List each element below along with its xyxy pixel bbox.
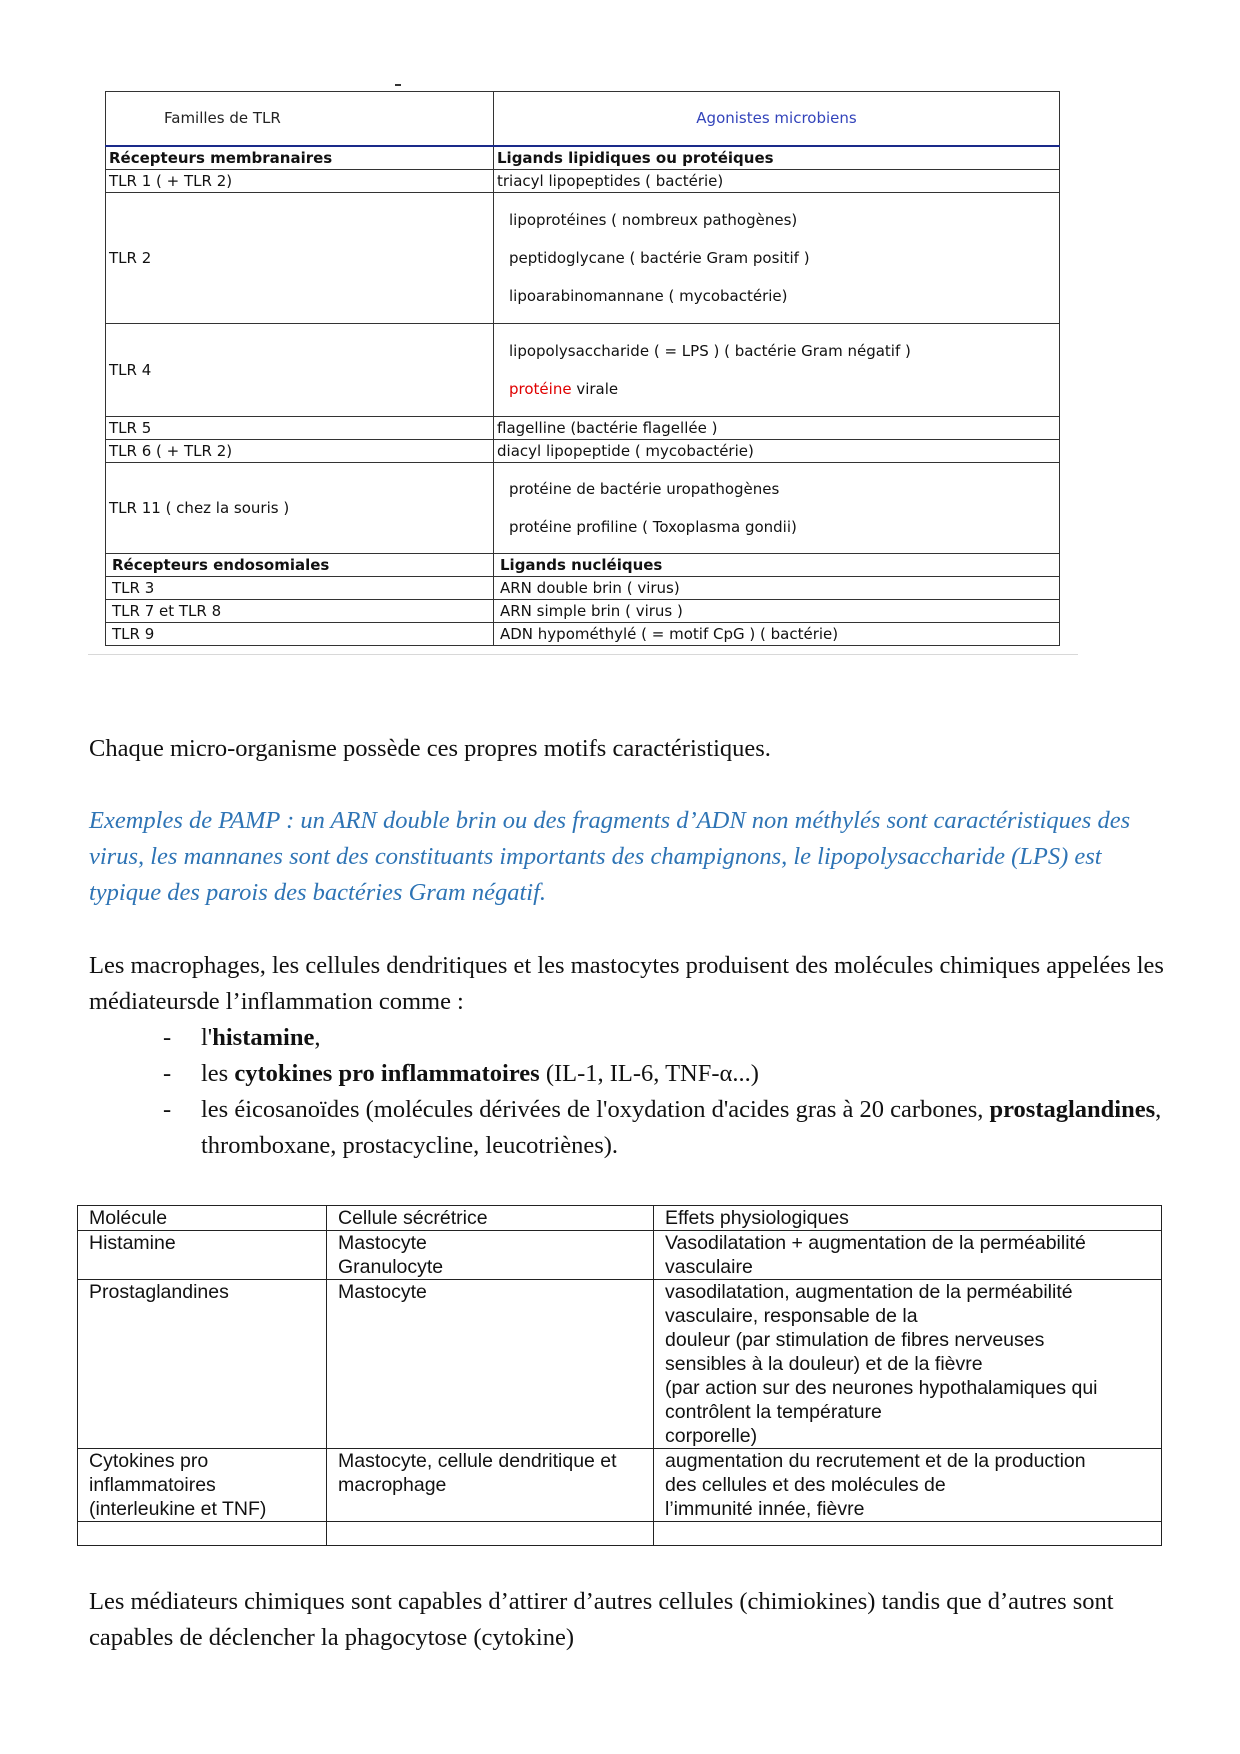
table-row: [78, 1449, 1162, 1522]
tlr-ligand: lipoarabinomannane ( mycobactérie): [509, 287, 788, 305]
tlr-ligand: protéine de bactérie uropathogènes: [509, 480, 780, 498]
item-text: l': [201, 1024, 213, 1051]
effect-line: augmentation du recrutement et de la production: [665, 1450, 1086, 1472]
effect-line: des cellules et des molécules de: [665, 1474, 946, 1496]
table-row-empty: [78, 1522, 1162, 1546]
list-item: [89, 1020, 1169, 1056]
list-item: [89, 1056, 1169, 1092]
mediator-list: [89, 1020, 1169, 1164]
list-item: [89, 1092, 1169, 1164]
tlr-name: TLR 6 ( + TLR 2): [106, 440, 494, 463]
effect-line: douleur (par stimulation de fibres nerveuses: [665, 1329, 1045, 1351]
tlr-name: TLR 2: [106, 193, 494, 324]
image-bottom-edge: [88, 654, 1078, 655]
empty-cell: [327, 1522, 654, 1546]
header-cell: Cellule sécrétrice: [327, 1206, 654, 1231]
tlr-table: [105, 91, 1060, 646]
molecule-line: (interleukine et TNF): [89, 1498, 267, 1520]
molecule-name: Prostaglandines: [78, 1280, 327, 1449]
table-row: [106, 193, 1060, 324]
list-dash: -: [163, 1060, 172, 1087]
tlr-ligand: lipoprotéines ( nombreux pathogènes): [509, 211, 798, 229]
tlr-ligand: peptidoglycane ( bactérie Gram positif ): [509, 249, 810, 267]
endosome-section-row: [106, 554, 1060, 577]
paragraph-chemical-mediators: Les médiateurs chimiques sont capables d’attirer d’autres cellules (chimiokines) tandis que d’autres sont capables de déclencher la phagocytose (cytokine): [89, 1588, 1114, 1651]
empty-cell: [78, 1522, 327, 1546]
cell-line: macrophage: [338, 1474, 447, 1496]
list-dash: -: [163, 1096, 172, 1123]
molecule-name: [78, 1449, 327, 1522]
molecule-line: Cytokines pro: [89, 1450, 209, 1472]
table-row: [78, 1231, 1162, 1280]
header-families: Familles de TLR: [106, 92, 494, 147]
effect-line: vasculaire, responsable de la: [665, 1305, 918, 1327]
tlr-name: TLR 1 ( + TLR 2): [106, 170, 494, 193]
effect-line: corporelle): [665, 1425, 758, 1447]
empty-cell: [654, 1522, 1162, 1546]
tlr-ligands: [494, 324, 1060, 417]
tlr-ligand: ADN hypométhylé ( = motif CpG ) ( bactérie): [494, 623, 1060, 646]
tlr-ligand: ARN simple brin ( virus ): [494, 600, 1060, 623]
tlr-ligand: triacyl lipopeptides ( bactérie): [494, 170, 1060, 193]
effect-line: (par action sur des neurones hypothalamiques qui: [665, 1377, 1098, 1399]
cell-line: Mastocyte: [338, 1232, 427, 1254]
item-bold: histamine: [212, 1024, 315, 1051]
tlr-table-header: [106, 92, 1060, 147]
molecule-line: inflammatoires: [89, 1474, 216, 1496]
mediator-table-header: [78, 1206, 1162, 1231]
effects: [654, 1231, 1162, 1280]
mediator-table: [77, 1205, 1162, 1546]
tlr-ligand: diacyl lipopeptide ( mycobactérie): [494, 440, 1060, 463]
header-molecule: Molécule: [78, 1206, 327, 1231]
table-row: [106, 577, 1060, 600]
secreting-cells: [327, 1280, 654, 1449]
table-row: [106, 463, 1060, 554]
item-text: , thromboxane, prostacycline, leucotriènes).: [201, 1096, 1162, 1159]
tlr-ligand: protéine profiline ( Toxoplasma gondii): [509, 518, 797, 536]
paragraph-mediators-intro: Les macrophages, les cellules dendritiques et les mastocytes produisent des molécules chimiques appelées les médiateursde l’inflammation comme :: [89, 952, 1164, 1015]
table-row: [106, 324, 1060, 417]
effect-line: Vasodilatation + augmentation de la perméabilité: [665, 1232, 1086, 1254]
tlr-ligands: [494, 463, 1060, 554]
header-agonists: Agonistes microbiens: [494, 92, 1060, 147]
tlr-name: TLR 5: [106, 417, 494, 440]
header-effects: Effets physiologiques: [654, 1206, 1162, 1231]
tlr-ligand: ARN double brin ( virus): [494, 577, 1060, 600]
effect-line: l’immunité innée, fièvre: [665, 1498, 865, 1520]
highlight-word: protéine: [509, 380, 572, 398]
lipid-ligands-label: Ligands lipidiques ou protéiques: [494, 146, 1060, 170]
ligand-rest: virale: [571, 380, 619, 398]
paragraph-motifs: Chaque micro-organisme possède ces propres motifs caractéristiques.: [89, 735, 771, 762]
effects: [654, 1280, 1162, 1449]
item-text: les éicosanoïdes (molécules dérivées de l'oxydation d'acides gras à 20 carbones,: [201, 1096, 990, 1123]
tlr-name: TLR 4: [106, 324, 494, 417]
tlr-name: TLR 11 ( chez la souris ): [106, 463, 494, 554]
table-row: [106, 417, 1060, 440]
cell-line: Granulocyte: [338, 1256, 444, 1278]
secreting-cells: [327, 1449, 654, 1522]
item-text: les: [201, 1060, 235, 1087]
molecule-name: Histamine: [78, 1231, 327, 1280]
list-dash: -: [163, 1024, 172, 1051]
scan-mark: [395, 84, 401, 86]
effect-line: sensibles à la douleur) et de la fièvre: [665, 1353, 983, 1375]
table-row: [78, 1280, 1162, 1449]
paragraph-pamp-examples: Exemples de PAMP : un ARN double brin ou des fragments d’ADN non méthylés sont caractéristiques des virus, les mannanes sont des constituants importants des champignons, le lipopolysaccharide (LPS) est typique des parois des bactéries Gram négatif.: [89, 807, 1131, 906]
nucleic-ligands-label: Ligands nucléiques: [494, 554, 1060, 577]
item-bold: cytokines pro inflammatoires: [234, 1060, 540, 1087]
table-row: [106, 623, 1060, 646]
table-row: [106, 170, 1060, 193]
effect-line: contrôlent la température: [665, 1401, 882, 1423]
tlr-ligand: lipopolysaccharide ( = LPS ) ( bactérie Gram négatif ): [509, 342, 911, 360]
cell-line: Mastocyte: [338, 1281, 427, 1303]
tlr-ligands: [494, 193, 1060, 324]
effect-line: vasodilatation, augmentation de la perméabilité: [665, 1281, 1073, 1303]
tlr-name: TLR 3: [106, 577, 494, 600]
membrane-section-row: [106, 146, 1060, 170]
secreting-cells: [327, 1231, 654, 1280]
tlr-ligand: flagelline (bactérie flagellée ): [494, 417, 1060, 440]
table-row: [106, 600, 1060, 623]
tlr-name: TLR 9: [106, 623, 494, 646]
tlr-ligand: [497, 370, 1056, 408]
item-text: ,: [314, 1024, 321, 1051]
cell-line: Mastocyte, cellule dendritique et: [338, 1450, 617, 1472]
item-text: (IL-1, IL-6, TNF-α...): [539, 1060, 759, 1087]
item-bold: prostaglandines: [989, 1096, 1156, 1123]
table-row: [106, 440, 1060, 463]
effect-line: vasculaire: [665, 1256, 753, 1278]
effects: [654, 1449, 1162, 1522]
endosome-receptors-label: Récepteurs endosomiales: [106, 554, 494, 577]
membrane-receptors-label: Récepteurs membranaires: [106, 146, 494, 170]
tlr-name: TLR 7 et TLR 8: [106, 600, 494, 623]
